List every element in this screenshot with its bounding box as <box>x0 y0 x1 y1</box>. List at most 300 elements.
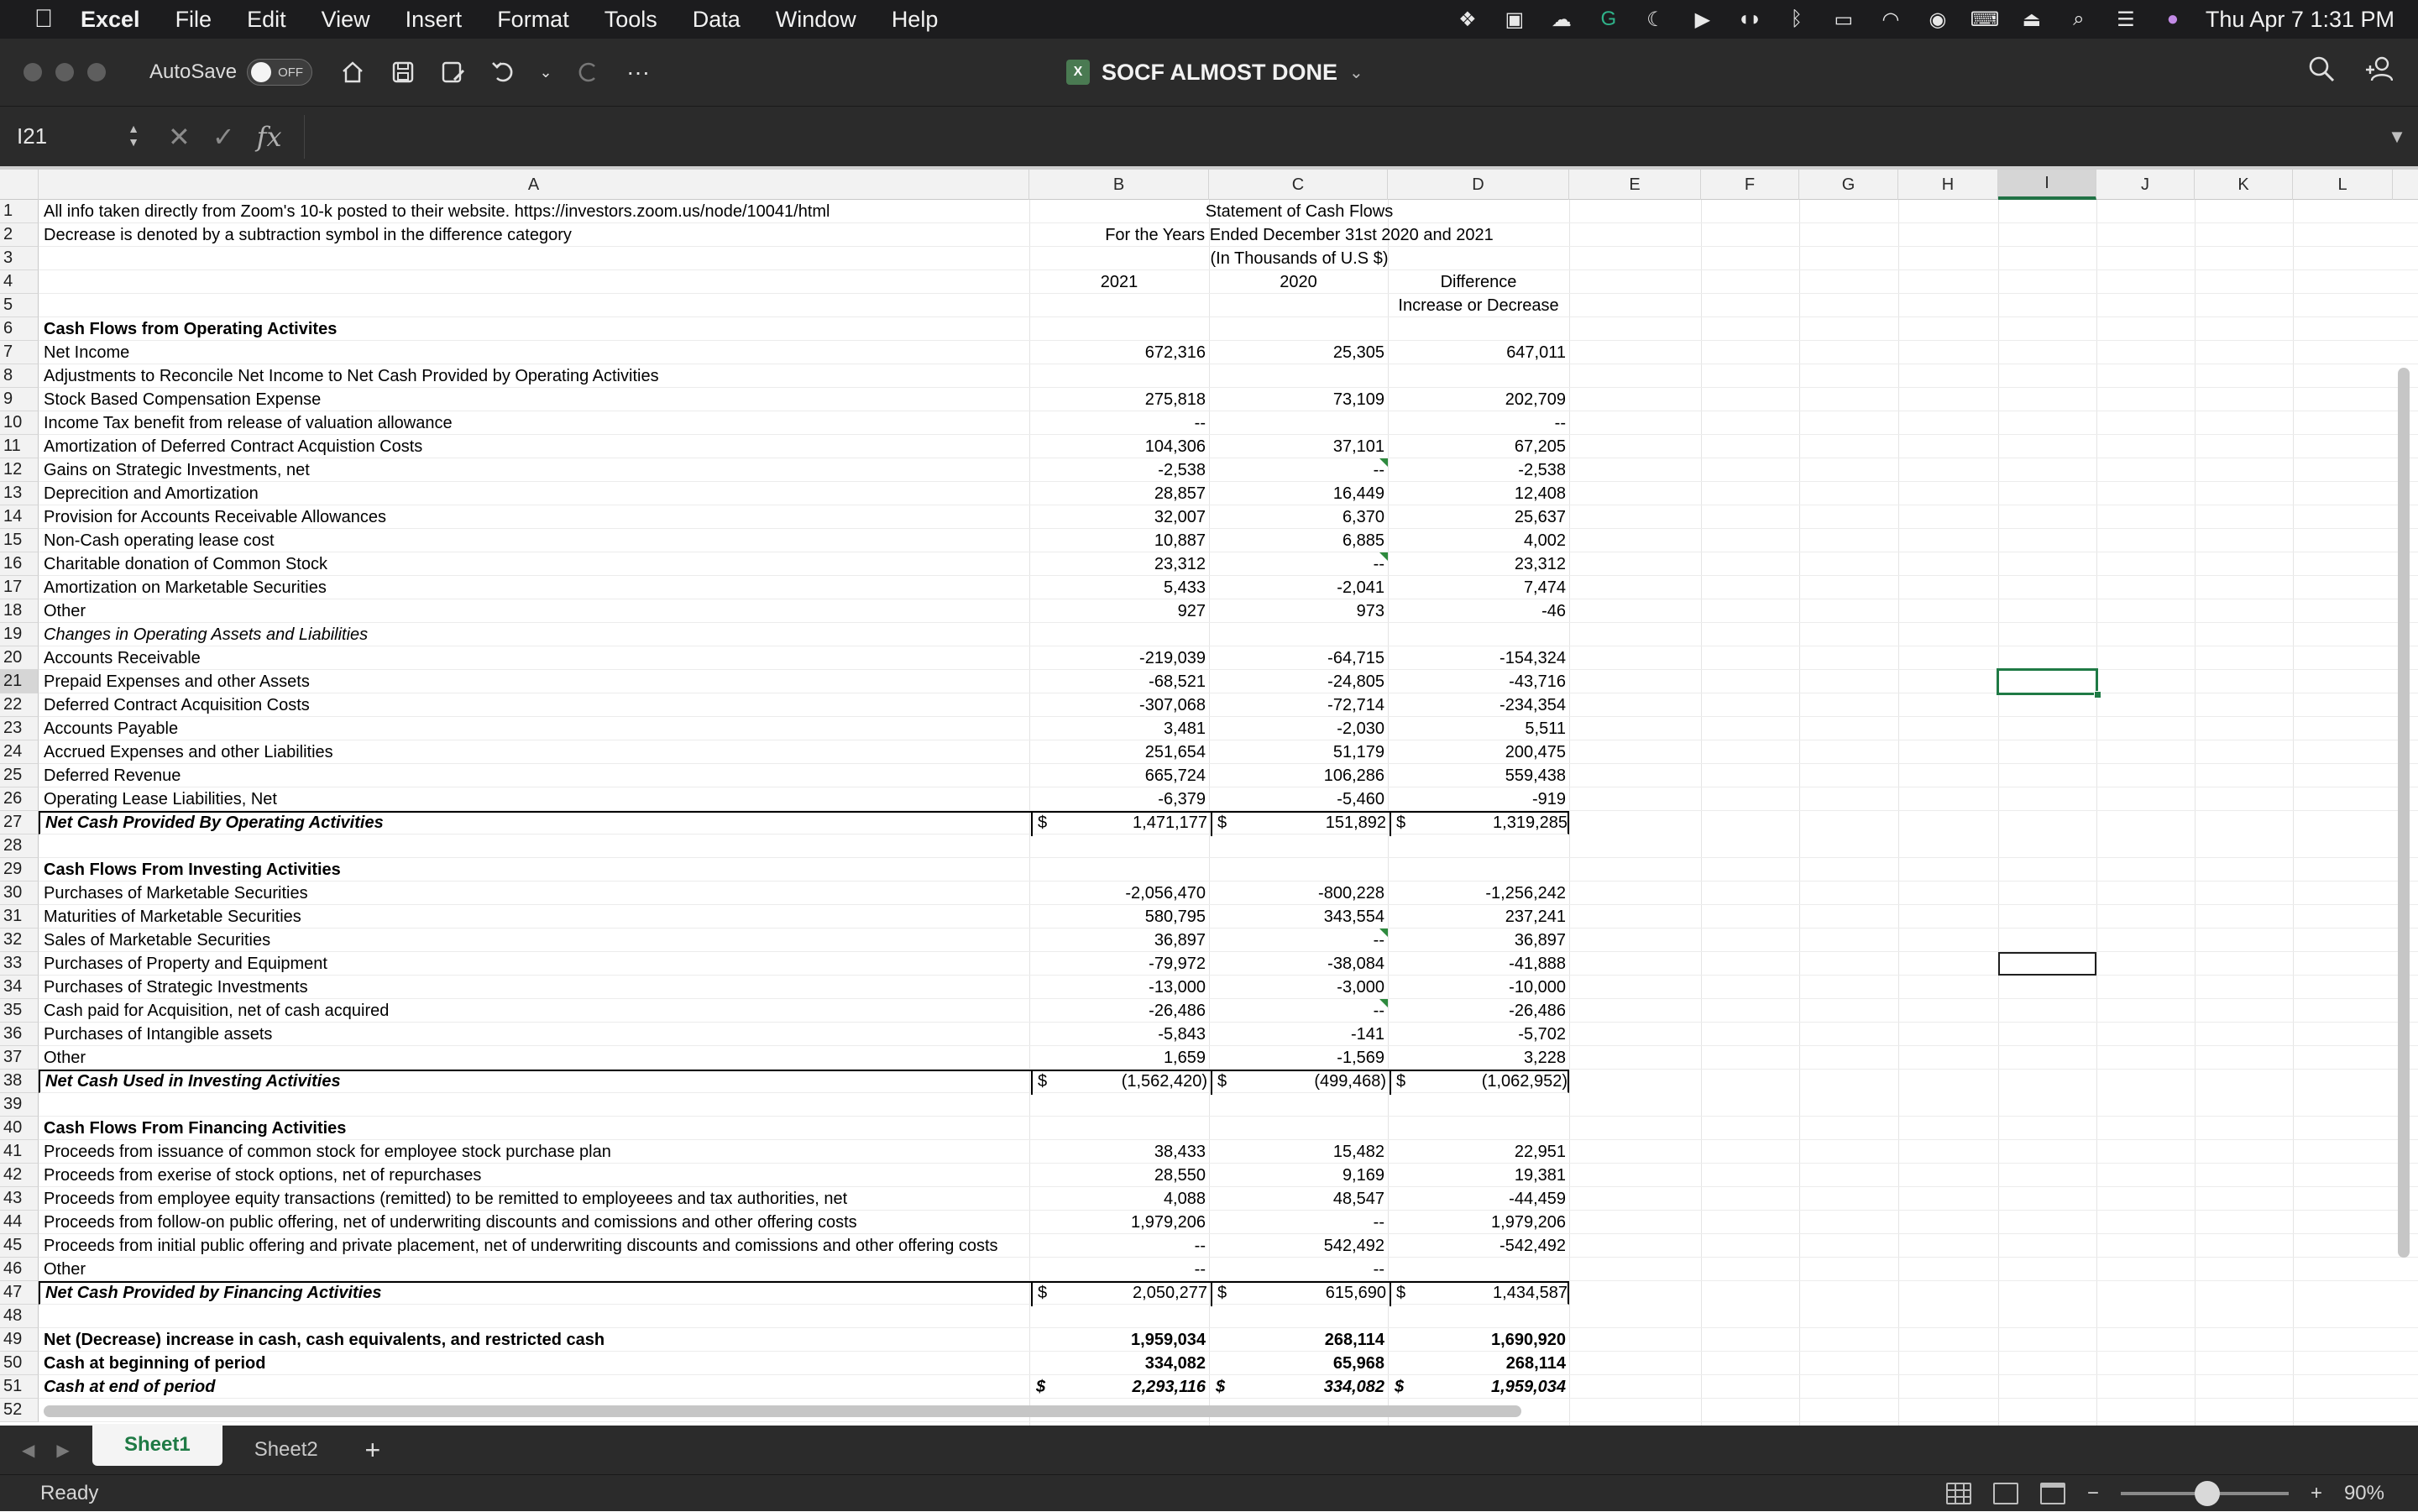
redo-icon[interactable] <box>573 57 603 87</box>
column-header-c[interactable]: C <box>1209 170 1388 200</box>
row-label[interactable]: Operating Lease Liabilities, Net <box>44 790 277 808</box>
battery-icon[interactable]: ▭ <box>1834 8 1854 31</box>
cell-c[interactable]: 106,286 <box>1323 766 1384 785</box>
row-header[interactable]: 24 <box>0 740 39 764</box>
select-all-corner[interactable] <box>0 170 39 200</box>
row-header[interactable]: 25 <box>0 764 39 787</box>
column-header-h[interactable]: H <box>1898 170 1998 200</box>
cell-b[interactable]: 3,481 <box>1163 719 1206 738</box>
airpods-icon[interactable]: ◖◗ <box>1737 8 1762 30</box>
cell-b[interactable]: -79,972 <box>1149 955 1206 973</box>
cell-c[interactable]: -1,569 <box>1337 1049 1384 1067</box>
cell-b[interactable]: 580,795 <box>1144 908 1206 926</box>
row-header[interactable]: 2 <box>0 223 39 247</box>
cell-b[interactable]: -307,068 <box>1139 696 1206 714</box>
cell-d[interactable]: 1,690,920 <box>1491 1331 1566 1349</box>
row-header[interactable]: 37 <box>0 1046 39 1070</box>
row-header[interactable]: 30 <box>0 882 39 905</box>
row-label[interactable]: Net Cash Used in Investing Activities <box>45 1072 341 1091</box>
siri-icon[interactable]: ● <box>2166 8 2180 30</box>
row-header[interactable]: 43 <box>0 1187 39 1211</box>
worksheet-grid[interactable] <box>0 166 2418 1426</box>
row-label[interactable]: Cash Flows From Investing Activities <box>44 861 341 879</box>
cell-d[interactable]: -43,716 <box>1509 672 1566 691</box>
column-header-b[interactable]: B <box>1029 170 1209 200</box>
row-label[interactable]: Accrued Expenses and other Liabilities <box>44 743 333 761</box>
cloud-icon[interactable]: ☁ <box>1551 8 1572 31</box>
cell-c[interactable]: -- <box>1373 555 1384 573</box>
row-label[interactable]: Other <box>44 1049 86 1067</box>
cell-b[interactable]: 1,979,206 <box>1131 1213 1206 1232</box>
row-header[interactable]: 40 <box>0 1117 39 1140</box>
name-box-stepper-icon[interactable]: ▲ ▼ <box>128 121 139 149</box>
row-label[interactable]: Other <box>44 602 86 620</box>
menu-item-tools[interactable]: Tools <box>604 6 657 32</box>
row-label[interactable]: Income Tax benefit from release of valuation allowance <box>44 414 453 432</box>
row-label[interactable]: Gains on Strategic Investments, net <box>44 461 310 479</box>
column-header-i[interactable]: I <box>1998 170 2096 200</box>
row-header[interactable]: 38 <box>0 1070 39 1093</box>
cell-d[interactable]: 4,002 <box>1523 531 1566 550</box>
cell-c[interactable]: 151,892 <box>1325 814 1386 832</box>
cell-c[interactable]: 615,690 <box>1325 1284 1386 1302</box>
cell-d[interactable]: -- <box>1554 414 1566 432</box>
row-label[interactable]: Proceeds from exerise of stock options, net of repurchases <box>44 1166 482 1185</box>
row-label[interactable]: Stock Based Compensation Expense <box>44 390 322 409</box>
cell-b[interactable]: 28,550 <box>1154 1166 1206 1185</box>
cell-d[interactable]: 268,114 <box>1505 1354 1566 1373</box>
row-label[interactable]: Amortization of Deferred Contract Acquistion Costs <box>44 437 423 456</box>
page-break-view-icon[interactable] <box>2040 1483 2065 1504</box>
wifi-icon[interactable]: ◠ <box>1882 8 1900 31</box>
cell-d[interactable]: Increase or Decrease <box>1398 296 1559 315</box>
row-header[interactable]: 18 <box>0 599 39 623</box>
row-label[interactable]: Accounts Receivable <box>44 649 201 667</box>
cell-d[interactable]: 1,959,034 <box>1491 1378 1566 1396</box>
row-label[interactable]: Proceeds from issuance of common stock for employee stock purchase plan <box>44 1143 611 1161</box>
column-header-l[interactable]: L <box>2293 170 2393 200</box>
cell-b[interactable]: 2,293,116 <box>1132 1378 1206 1396</box>
row-header[interactable]: 14 <box>0 505 39 529</box>
error-indicator-icon[interactable] <box>1379 552 1388 561</box>
menu-item-edit[interactable]: Edit <box>247 6 286 32</box>
menu-item-file[interactable]: File <box>175 6 212 32</box>
row-label[interactable]: Deferred Contract Acquisition Costs <box>44 696 310 714</box>
cell-c[interactable]: 2020 <box>1280 273 1317 291</box>
cell-b[interactable]: 10,887 <box>1154 531 1206 550</box>
undo-icon[interactable] <box>489 57 519 87</box>
row-label[interactable]: Charitable donation of Common Stock <box>44 555 327 573</box>
eject-icon[interactable]: ⏏ <box>2022 8 2042 31</box>
menu-item-data[interactable]: Data <box>692 6 741 32</box>
formula-input[interactable] <box>304 115 2376 159</box>
name-box[interactable] <box>0 107 151 167</box>
row-header[interactable]: 16 <box>0 552 39 576</box>
cell-b[interactable]: 275,818 <box>1144 390 1206 409</box>
fill-handle[interactable] <box>2094 691 2101 698</box>
cell-b[interactable]: -2,056,470 <box>1125 884 1206 902</box>
tab-sheet2[interactable]: Sheet2 <box>254 1438 318 1461</box>
search-icon[interactable]: ⌕ <box>2073 8 2085 30</box>
document-title[interactable] <box>1066 39 1363 106</box>
menu-item-window[interactable]: Window <box>775 6 856 32</box>
control-center-icon[interactable]: ☰ <box>2117 8 2135 31</box>
cell-d[interactable] <box>1388 1258 1569 1281</box>
menu-item-view[interactable]: View <box>321 6 370 32</box>
cell-b[interactable]: 927 <box>1177 602 1206 620</box>
cell-b[interactable]: -6,379 <box>1158 790 1206 808</box>
cell-b[interactable]: 5,433 <box>1163 578 1206 597</box>
row-header[interactable]: 31 <box>0 905 39 929</box>
row-header[interactable]: 19 <box>0 623 39 646</box>
cell-c[interactable]: -64,715 <box>1327 649 1384 667</box>
play-icon[interactable]: ▶ <box>1694 8 1711 31</box>
keyboard-icon[interactable]: ⌨ <box>1970 8 2000 31</box>
cell-c[interactable]: -38,084 <box>1327 955 1384 973</box>
row-label[interactable]: Prepaid Expenses and other Assets <box>44 672 310 691</box>
menubar-clock[interactable]: Thu Apr 7 1:31 PM <box>2205 6 2394 32</box>
cell-b[interactable]: 2,050,277 <box>1133 1284 1207 1302</box>
row-header[interactable]: 51 <box>0 1375 39 1399</box>
cell-d[interactable]: 19,381 <box>1514 1166 1566 1185</box>
menu-item-format[interactable]: Format <box>497 6 569 32</box>
row-label[interactable]: Purchases of Marketable Securities <box>44 884 308 902</box>
row-label[interactable]: Proceeds from initial public offering and private placement, net of underwriting discounts and comissions and other offering costs <box>44 1237 998 1255</box>
statement-heading[interactable]: (In Thousands of U.S $) <box>1210 249 1389 268</box>
cell-b[interactable]: (1,562,420) <box>1121 1072 1207 1091</box>
zoom-in-button[interactable]: + <box>2310 1482 2322 1504</box>
zoom-window-button[interactable] <box>87 63 106 81</box>
row-label[interactable]: Net Cash Provided By Operating Activities <box>45 814 384 832</box>
cell-b[interactable]: 1,471,177 <box>1133 814 1207 832</box>
row-header[interactable]: 6 <box>0 317 39 341</box>
normal-view-icon[interactable] <box>1946 1483 1971 1504</box>
cell-c[interactable]: 65,968 <box>1332 1354 1384 1373</box>
cell-c[interactable]: 334,082 <box>1323 1378 1384 1396</box>
row-label[interactable]: Provision for Accounts Receivable Allowances <box>44 508 386 526</box>
minimize-window-button[interactable] <box>55 63 74 81</box>
row-label[interactable]: Decrease is denoted by a subtraction symbol in the difference category <box>44 226 572 244</box>
row-header[interactable]: 20 <box>0 646 39 670</box>
row-header[interactable]: 4 <box>0 270 39 294</box>
cell-d[interactable]: 7,474 <box>1523 578 1566 597</box>
row-header[interactable]: 9 <box>0 388 39 411</box>
row-label[interactable]: Deprecition and Amortization <box>44 484 259 503</box>
cell-b[interactable]: 251,654 <box>1144 743 1206 761</box>
cell-d[interactable]: 202,709 <box>1505 390 1566 409</box>
cell-c[interactable]: -72,714 <box>1327 696 1384 714</box>
page-layout-view-icon[interactable] <box>1993 1483 2018 1504</box>
cell-d[interactable]: -542,492 <box>1499 1237 1566 1255</box>
cell-d[interactable]: -26,486 <box>1509 1002 1566 1020</box>
cell-d[interactable]: 237,241 <box>1505 908 1566 926</box>
row-label[interactable]: Net (Decrease) increase in cash, cash equivalents, and restricted cash <box>44 1331 605 1349</box>
cell-b[interactable]: 4,088 <box>1163 1190 1206 1208</box>
home-icon[interactable] <box>338 57 368 87</box>
cell-b[interactable]: 672,316 <box>1144 343 1206 362</box>
cell-c[interactable]: 73,109 <box>1332 390 1384 409</box>
error-indicator-icon[interactable] <box>1379 999 1388 1007</box>
row-header[interactable]: 12 <box>0 458 39 482</box>
insert-function-icon[interactable]: fx <box>256 120 282 153</box>
cell-b[interactable]: -219,039 <box>1139 649 1206 667</box>
cell-c[interactable]: 973 <box>1356 602 1384 620</box>
cell-c[interactable]: 48,547 <box>1332 1190 1384 1208</box>
tab-sheet1[interactable]: Sheet1 <box>92 1424 222 1466</box>
zoom-level[interactable]: 90% <box>2343 1482 2384 1504</box>
menu-app-name[interactable]: Excel <box>81 6 140 32</box>
cell-d[interactable]: 1,319,285 <box>1493 814 1568 832</box>
active-cell-selection[interactable] <box>1997 668 2098 695</box>
row-header[interactable]: 26 <box>0 787 39 811</box>
row-label[interactable]: Other <box>44 1260 86 1279</box>
cell-c[interactable]: 343,554 <box>1323 908 1384 926</box>
cell-d[interactable]: 647,011 <box>1506 343 1566 362</box>
battery-saver-icon[interactable]: ▣ <box>1505 8 1525 31</box>
row-header[interactable]: 27 <box>0 811 39 834</box>
cell-c[interactable]: 542,492 <box>1323 1237 1384 1255</box>
horizontal-scrollbar[interactable] <box>44 1405 1521 1417</box>
cell-c[interactable]: -- <box>1373 1260 1384 1279</box>
column-header-e[interactable]: E <box>1569 170 1701 200</box>
cell-d[interactable]: -154,324 <box>1499 649 1566 667</box>
cell-b[interactable]: -- <box>1194 1260 1206 1279</box>
row-label[interactable]: Non-Cash operating lease cost <box>44 531 275 550</box>
cell-b[interactable]: 38,433 <box>1154 1143 1206 1161</box>
row-label[interactable]: Cash Flows from Operating Activites <box>44 320 338 338</box>
statement-heading[interactable]: Statement of Cash Flows <box>1205 202 1394 221</box>
cell-d[interactable]: 1,979,206 <box>1491 1213 1566 1232</box>
cell-d[interactable]: -234,354 <box>1499 696 1566 714</box>
cell-c[interactable]: -800,228 <box>1318 884 1384 902</box>
vertical-scrollbar[interactable] <box>2398 368 2410 1258</box>
cell-c[interactable]: (499,468) <box>1314 1072 1386 1091</box>
row-header[interactable]: 11 <box>0 435 39 458</box>
row-header[interactable]: 36 <box>0 1023 39 1046</box>
row-header[interactable]: 48 <box>0 1305 39 1328</box>
cell-d[interactable]: 5,511 <box>1525 719 1566 738</box>
cell-b[interactable]: -2,538 <box>1158 461 1206 479</box>
error-indicator-icon[interactable] <box>1379 458 1388 467</box>
row-header[interactable]: 41 <box>0 1140 39 1164</box>
row-header[interactable]: 7 <box>0 341 39 364</box>
row-header[interactable]: 22 <box>0 693 39 717</box>
cell-d[interactable]: 22,951 <box>1514 1143 1566 1161</box>
cell-c[interactable]: 25,305 <box>1332 343 1384 362</box>
cell-b[interactable]: 334,082 <box>1144 1354 1206 1373</box>
next-sheet-icon[interactable]: ▶ <box>56 1441 70 1460</box>
statement-heading[interactable]: For the Years Ended December 31st 2020 and 2021 <box>1105 226 1494 244</box>
cell-b[interactable]: -68,521 <box>1149 672 1206 691</box>
menu-item-insert[interactable]: Insert <box>405 6 463 32</box>
save-as-icon[interactable] <box>438 57 468 87</box>
row-header[interactable]: 47 <box>0 1281 39 1305</box>
cell-c[interactable]: -- <box>1373 461 1384 479</box>
cancel-entry-icon[interactable]: ✕ <box>168 121 191 152</box>
user-icon[interactable]: ◉ <box>1929 8 1947 31</box>
cell-c[interactable]: 9,169 <box>1342 1166 1384 1185</box>
column-header-g[interactable]: G <box>1799 170 1898 200</box>
cell-d[interactable]: 200,475 <box>1505 743 1566 761</box>
cell-c[interactable]: 6,885 <box>1342 531 1384 550</box>
cell-c[interactable]: -5,460 <box>1337 790 1384 808</box>
cell-d[interactable]: -5,702 <box>1518 1025 1566 1044</box>
cell-b[interactable]: 32,007 <box>1154 508 1206 526</box>
cell-d[interactable]: 559,438 <box>1505 766 1566 785</box>
cell-c[interactable]: -- <box>1373 931 1384 950</box>
cell-c[interactable]: -141 <box>1350 1025 1384 1044</box>
cell-c[interactable]: -24,805 <box>1327 672 1384 691</box>
cell-c[interactable]: -2,030 <box>1337 719 1384 738</box>
row-header[interactable]: 52 <box>0 1399 39 1422</box>
row-label[interactable]: Purchases of Strategic Investments <box>44 978 308 997</box>
row-header[interactable]: 39 <box>0 1093 39 1117</box>
cell-c[interactable] <box>1209 411 1388 435</box>
cell-b[interactable]: -13,000 <box>1149 978 1206 997</box>
cell-d[interactable]: 1,434,587 <box>1493 1284 1568 1302</box>
row-header[interactable]: 35 <box>0 999 39 1023</box>
cell-c[interactable]: 6,370 <box>1342 508 1384 526</box>
cell-c[interactable]: 15,482 <box>1332 1143 1384 1161</box>
row-header[interactable]: 23 <box>0 717 39 740</box>
cell-b[interactable]: 104,306 <box>1144 437 1206 456</box>
row-header[interactable]: 46 <box>0 1258 39 1281</box>
row-header[interactable]: 17 <box>0 576 39 599</box>
cell-c[interactable]: -- <box>1373 1213 1384 1232</box>
row-header[interactable]: 13 <box>0 482 39 505</box>
row-label[interactable]: Cash Flows From Financing Activities <box>44 1119 347 1138</box>
cell-d[interactable]: 23,312 <box>1514 555 1566 573</box>
confirm-entry-icon[interactable]: ✓ <box>212 121 235 152</box>
row-label[interactable]: Sales of Marketable Securities <box>44 931 271 950</box>
column-header-k[interactable]: K <box>2195 170 2293 200</box>
row-header[interactable]: 29 <box>0 858 39 882</box>
cell-c[interactable]: 37,101 <box>1332 437 1384 456</box>
row-label[interactable]: Proceeds from employee equity transactions (remitted) to be remitted to employeees and tax authorities, net <box>44 1190 848 1208</box>
row-header[interactable]: 50 <box>0 1352 39 1375</box>
column-header-j[interactable]: J <box>2096 170 2195 200</box>
row-header[interactable]: 42 <box>0 1164 39 1187</box>
share-user-icon[interactable] <box>2364 55 2393 90</box>
row-header[interactable]: 44 <box>0 1211 39 1234</box>
undo-dropdown-icon[interactable]: ⌄ <box>539 63 552 81</box>
cell-b[interactable]: 1,659 <box>1163 1049 1206 1067</box>
cell-d[interactable]: 36,897 <box>1514 931 1566 950</box>
row-label[interactable]: Accounts Payable <box>44 719 179 738</box>
column-header-f[interactable]: F <box>1701 170 1799 200</box>
cell-d[interactable]: -919 <box>1531 790 1566 808</box>
zoom-slider[interactable] <box>2121 1492 2289 1495</box>
bluetooth-icon[interactable]: ᛒ <box>1790 8 1803 30</box>
dropbox-icon[interactable]: ❖ <box>1458 8 1477 31</box>
more-icon[interactable]: ··· <box>626 59 651 85</box>
row-label[interactable]: Purchases of Intangible assets <box>44 1025 273 1044</box>
previous-sheet-icon[interactable]: ◀ <box>22 1441 35 1460</box>
cell-b[interactable]: 36,897 <box>1154 931 1206 950</box>
row-label[interactable]: Changes in Operating Assets and Liabilities <box>44 625 369 644</box>
row-header[interactable]: 45 <box>0 1234 39 1258</box>
autosave-toggle[interactable] <box>247 59 312 86</box>
cell-d[interactable]: -46 <box>1541 602 1566 620</box>
grammarly-icon[interactable]: G <box>1600 8 1617 30</box>
row-header[interactable]: 49 <box>0 1328 39 1352</box>
save-icon[interactable] <box>388 57 418 87</box>
row-label[interactable]: Cash paid for Acquisition, net of cash acquired <box>44 1002 390 1020</box>
row-header[interactable]: 15 <box>0 529 39 552</box>
row-label[interactable]: Net Income <box>44 343 130 362</box>
row-header[interactable]: 33 <box>0 952 39 976</box>
zoom-slider-knob[interactable] <box>2195 1481 2220 1506</box>
zoom-out-button[interactable]: − <box>2086 1482 2099 1504</box>
column-header-a[interactable]: A <box>39 170 1029 200</box>
row-header[interactable]: 8 <box>0 364 39 388</box>
row-label[interactable]: Cash at beginning of period <box>44 1354 266 1373</box>
menu-item-help[interactable]: Help <box>891 6 939 32</box>
cell-d[interactable]: -41,888 <box>1509 955 1566 973</box>
row-label[interactable]: Cash at end of period <box>44 1378 216 1396</box>
column-header-d[interactable]: D <box>1388 170 1569 200</box>
bordered-cell[interactable] <box>1998 952 2096 976</box>
cell-c[interactable]: -2,041 <box>1337 578 1384 597</box>
row-label[interactable]: Amortization on Marketable Securities <box>44 578 327 597</box>
cell-b[interactable]: -- <box>1194 414 1206 432</box>
row-header[interactable]: 34 <box>0 976 39 999</box>
cell-d[interactable]: -10,000 <box>1509 978 1566 997</box>
row-label[interactable]: Adjustments to Reconcile Net Income to Net Cash Provided by Operating Activities <box>44 367 659 385</box>
row-label[interactable]: Purchases of Property and Equipment <box>44 955 327 973</box>
cell-b[interactable]: 665,724 <box>1144 766 1206 785</box>
cell-d[interactable]: 25,637 <box>1514 508 1566 526</box>
cell-d[interactable]: 67,205 <box>1514 437 1566 456</box>
cell-b[interactable]: -- <box>1194 1237 1206 1255</box>
cell-d[interactable]: -44,459 <box>1509 1190 1566 1208</box>
cell-c[interactable]: -3,000 <box>1337 978 1384 997</box>
row-label[interactable]: Net Cash Provided by Financing Activities <box>45 1284 382 1302</box>
error-indicator-icon[interactable] <box>1379 929 1388 937</box>
cell-b[interactable]: 1,959,034 <box>1131 1331 1206 1349</box>
cell-b[interactable]: 2021 <box>1100 273 1138 291</box>
row-label[interactable]: Proceeds from follow-on public offering, net of underwriting discounts and comissions and other offering costs <box>44 1213 857 1232</box>
row-header[interactable]: 32 <box>0 929 39 952</box>
close-window-button[interactable] <box>24 63 42 81</box>
row-header[interactable]: 5 <box>0 294 39 317</box>
cell-d[interactable]: Difference <box>1440 273 1517 291</box>
cell-d[interactable]: 3,228 <box>1523 1049 1566 1067</box>
cell-c[interactable]: 268,114 <box>1324 1331 1384 1349</box>
row-header[interactable]: 3 <box>0 247 39 270</box>
cell-c[interactable]: 51,179 <box>1332 743 1384 761</box>
add-sheet-button[interactable]: + <box>364 1434 381 1465</box>
row-label[interactable]: Deferred Revenue <box>44 766 181 785</box>
cell-c[interactable]: 16,449 <box>1332 484 1384 503</box>
cell-b[interactable]: 28,857 <box>1154 484 1206 503</box>
row-header[interactable]: 10 <box>0 411 39 435</box>
row-label[interactable]: Maturities of Marketable Securities <box>44 908 301 926</box>
expand-formula-bar-icon[interactable]: ▼ <box>2388 125 2406 147</box>
cell-c[interactable]: -- <box>1373 1002 1384 1020</box>
cell-b[interactable]: -5,843 <box>1158 1025 1206 1044</box>
row-header[interactable]: 1 <box>0 200 39 223</box>
cell-b[interactable]: -26,486 <box>1149 1002 1206 1020</box>
cell-b[interactable]: 23,312 <box>1154 555 1206 573</box>
moon-icon[interactable]: ☾ <box>1646 8 1665 31</box>
apple-icon[interactable] <box>18 5 69 34</box>
row-header[interactable]: 28 <box>0 834 39 858</box>
cell-d[interactable]: 12,408 <box>1514 484 1566 503</box>
search-icon[interactable] <box>2307 55 2336 90</box>
cell-d[interactable]: -2,538 <box>1518 461 1566 479</box>
cell-d[interactable]: -1,256,242 <box>1485 884 1566 902</box>
